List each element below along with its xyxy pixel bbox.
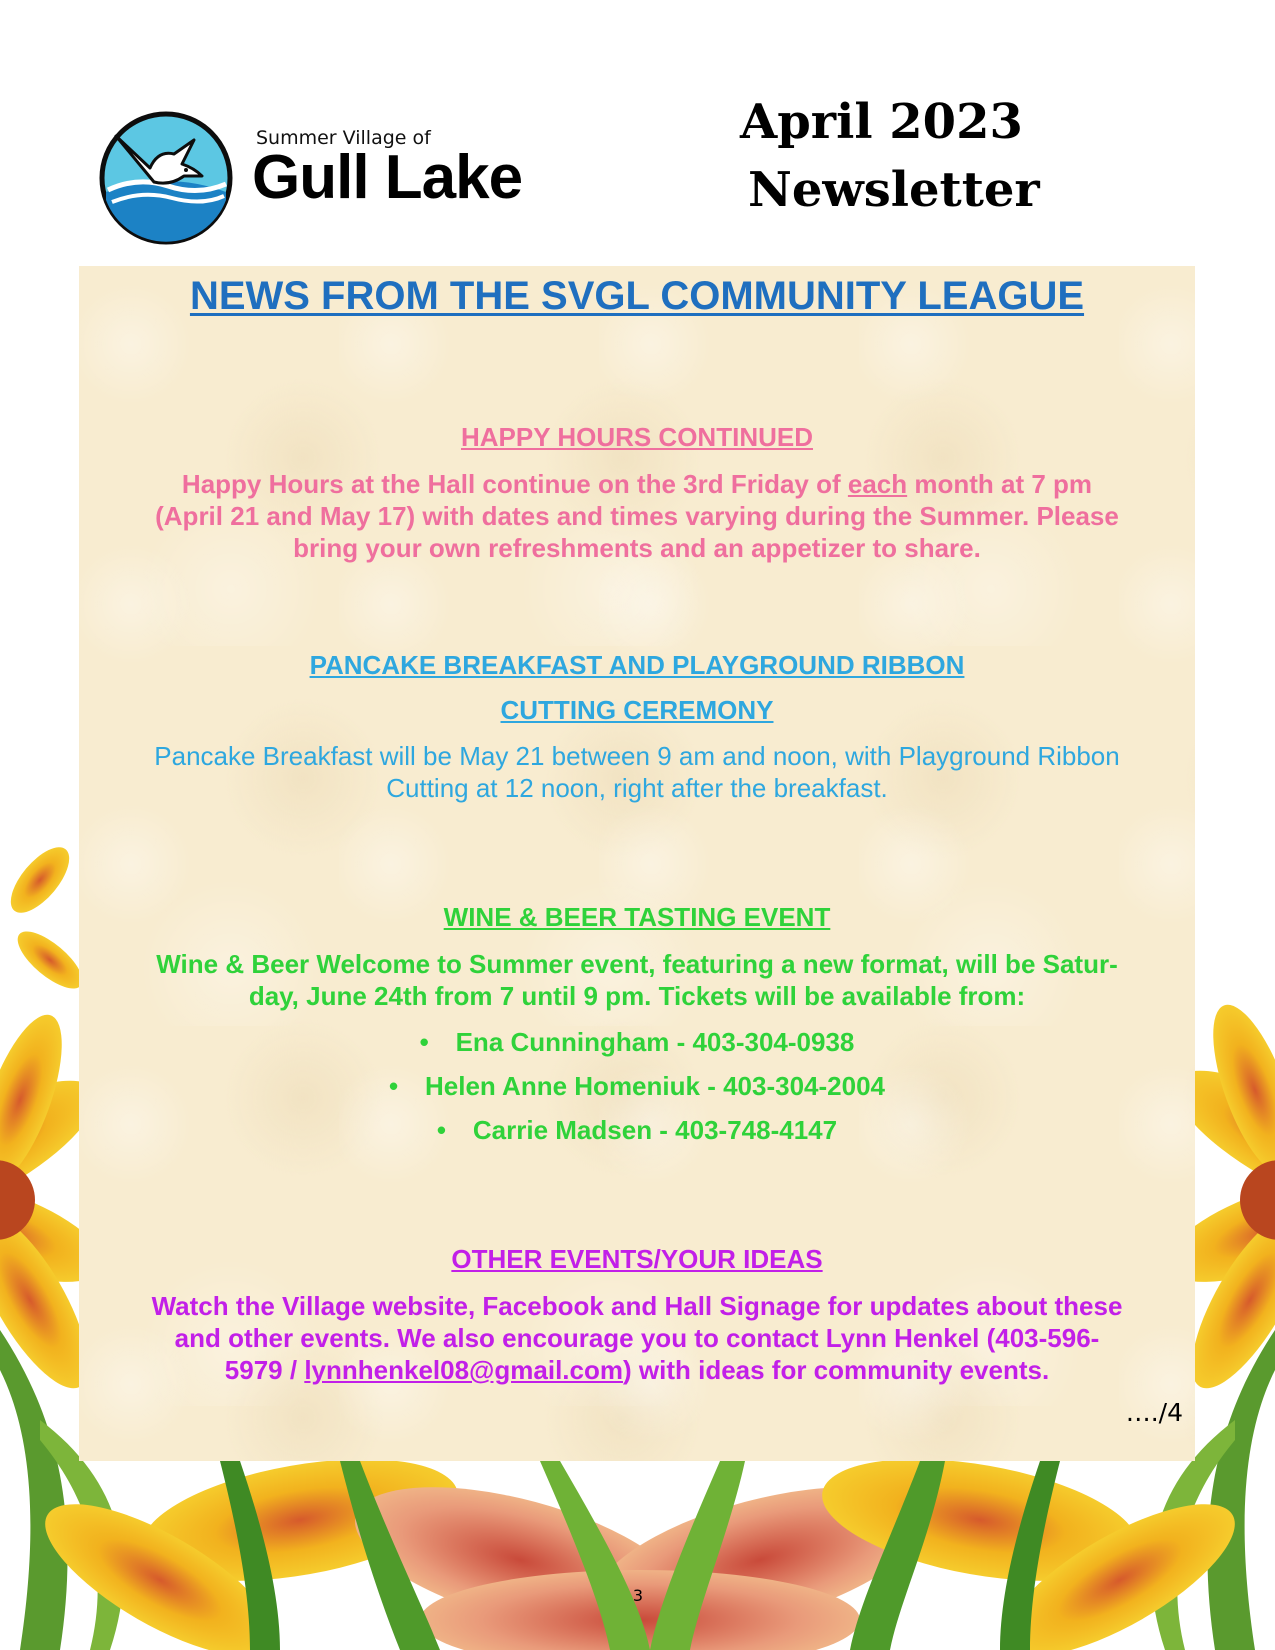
wine-beer-line-2: day, June 24th from 7 until 9 pm. Tickets will be available from: (248, 981, 1026, 1011)
happy-hours-line-1 (79, 468, 1195, 500)
wine-beer-line-1: Wine & Beer Welcome to Summer event, featuring a new format, will be Satur- (156, 949, 1118, 979)
other-events-title: OTHER EVENTS/YOUR IDEAS (451, 1244, 823, 1274)
continued-marker: …./4 (1125, 1398, 1183, 1427)
bullet-icon: • (389, 1071, 399, 1101)
happy-hours-emphasis: each (847, 469, 908, 499)
email-link[interactable]: lynnhenkel08@gmail.com (304, 1355, 623, 1385)
other-events-text-b: ) with ideas for community events. (623, 1355, 1050, 1385)
wine-beer-title: WINE & BEER TASTING EVENT (443, 902, 831, 932)
happy-hours-text-b: month at 7 pm (907, 469, 1093, 499)
list-item (79, 1026, 1195, 1058)
other-events-line-1: Watch the Village website, Facebook and Hall Signage for updates about these (151, 1291, 1123, 1321)
newsletter-header (0, 0, 1275, 260)
bullet-icon: • (419, 1027, 429, 1057)
contact-helen: Helen Anne Homeniuk - 403-304-2004 (425, 1071, 885, 1101)
wine-beer-body (79, 948, 1195, 1012)
pancake-line-1: Pancake Breakfast will be May 21 between 9 am and noon, with Playground Ribbon (154, 741, 1120, 771)
issue-date: April 2023 (740, 94, 1023, 150)
other-events-body (79, 1290, 1195, 1386)
issue-label: Newsletter (748, 162, 1040, 218)
main-title: NEWS FROM THE SVGL COMMUNITY LEAGUE (189, 274, 1085, 318)
org-subtitle: Summer Village of (256, 127, 431, 149)
other-events-line-2: and other events. We also encourage you to contact Lynn Henkel (403-596- (174, 1323, 1100, 1353)
page-number: 3 (632, 1586, 644, 1605)
other-events-line-3 (79, 1354, 1195, 1386)
pancake-body (79, 740, 1195, 804)
content-panel (79, 266, 1195, 1461)
happy-hours-line-2: (April 21 and May 17) with dates and times varying during the Summer. Please (155, 501, 1119, 531)
pancake-title-line-2: CUTTING CEREMONY (500, 695, 774, 725)
happy-hours-line-3: bring your own refreshments and an appetizer to share. (293, 533, 981, 563)
happy-hours-body (79, 468, 1195, 564)
pancake-title-line-1: PANCAKE BREAKFAST AND PLAYGROUND RIBBON (309, 650, 965, 680)
happy-hours-text-a: Happy Hours at the Hall continue on the 3rd Friday of (181, 469, 848, 499)
other-events-text-a: 5979 / (224, 1355, 305, 1385)
pancake-line-2: Cutting at 12 noon, right after the breakfast. (386, 773, 888, 803)
issue-title (740, 88, 1060, 224)
contact-ena: Ena Cunningham - 403-304-0938 (455, 1027, 855, 1057)
happy-hours-title: HAPPY HOURS CONTINUED (460, 422, 813, 452)
list-item (79, 1114, 1195, 1146)
list-item (79, 1070, 1195, 1102)
gull-lake-logo-icon (98, 110, 234, 246)
contact-carrie: Carrie Madsen - 403-748-4147 (472, 1115, 838, 1145)
org-name: Gull Lake (252, 143, 523, 212)
bullet-icon: • (436, 1115, 446, 1145)
